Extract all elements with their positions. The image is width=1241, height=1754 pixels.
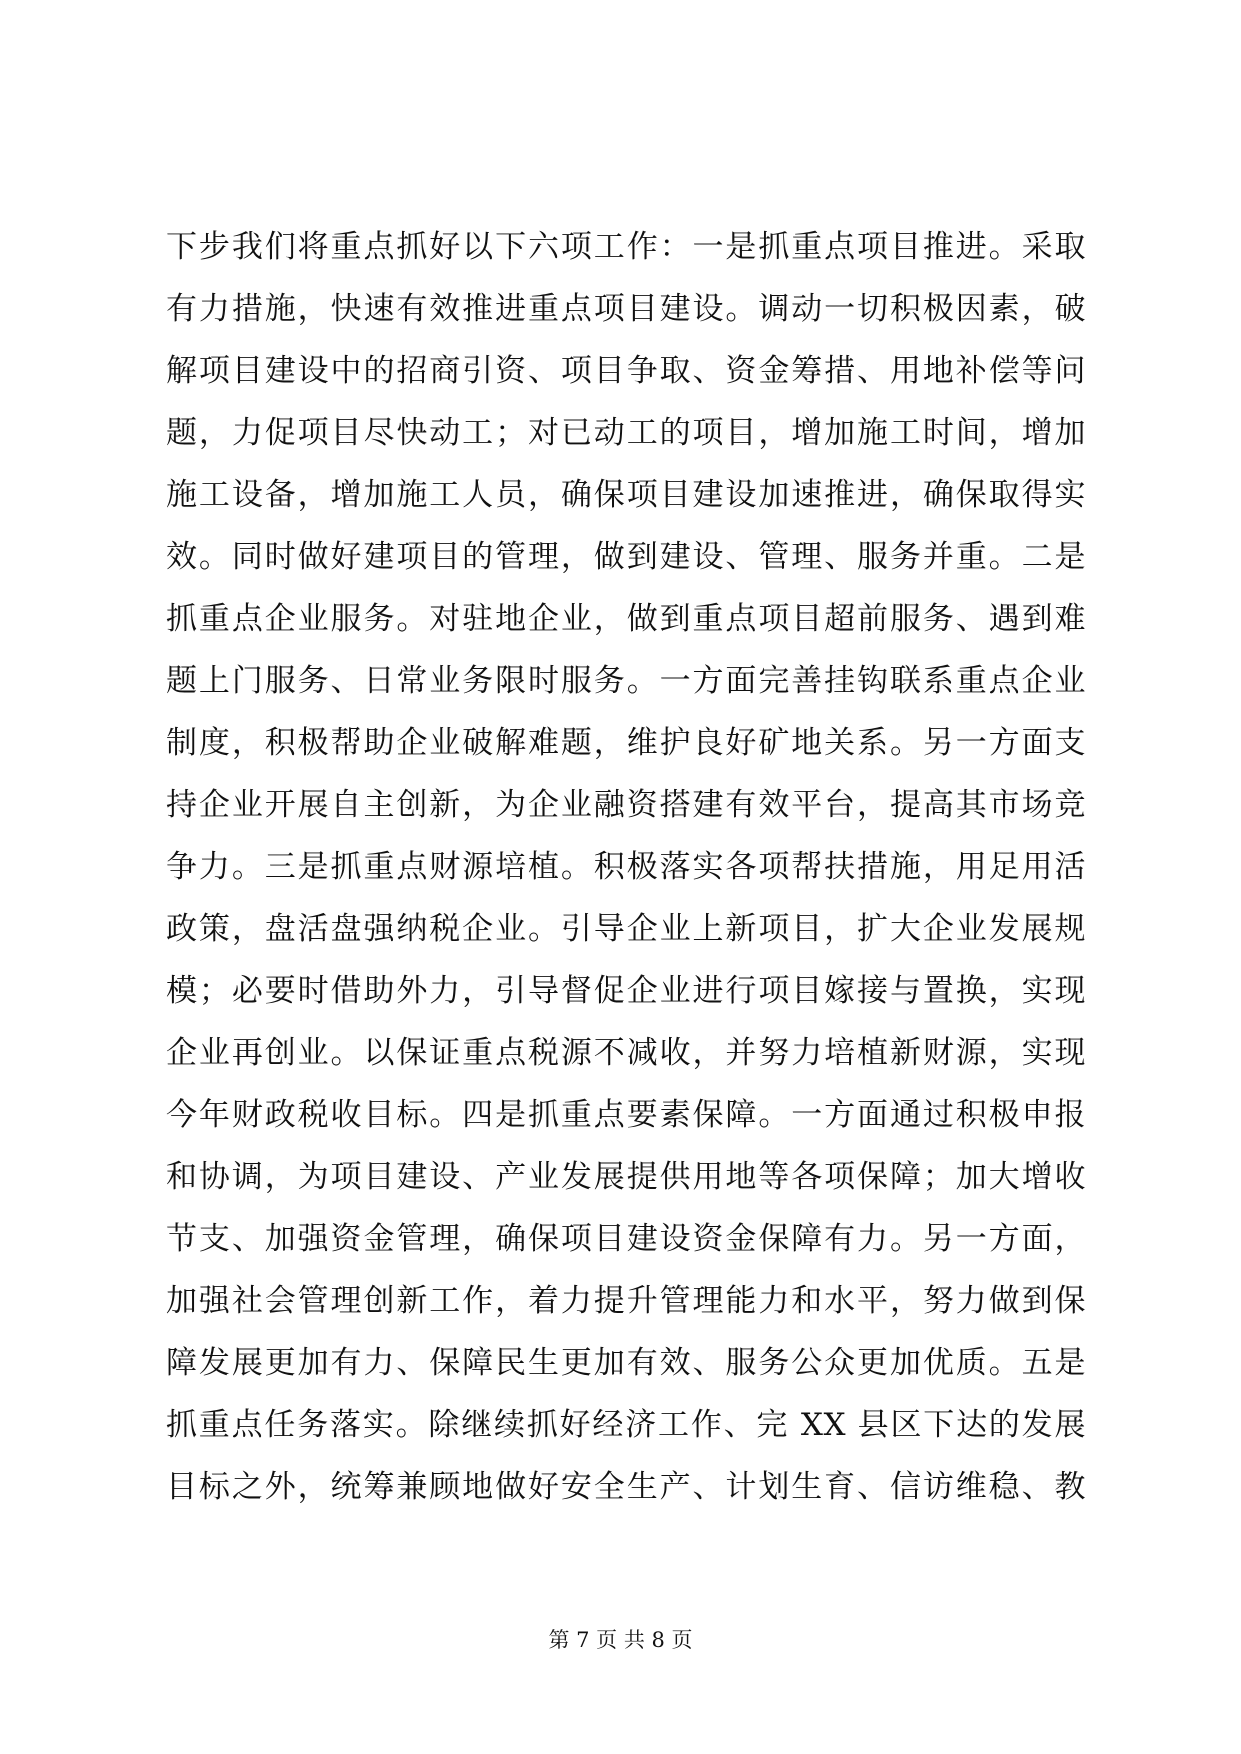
text-line: 和协调，为项目建设、产业发展提供用地等各项保障；加大增收 xyxy=(166,1159,1086,1195)
text-line: 持企业开展自主创新，为企业融资搭建有效平台，提高其市场竞 xyxy=(166,787,1086,823)
text-line: 题上门服务、日常业务限时服务。一方面完善挂钩联系重点企业 xyxy=(166,663,1086,699)
text-line: 目标之外，统筹兼顾地做好安全生产、计划生育、信访维稳、教 xyxy=(166,1469,1086,1505)
text-line: 模；必要时借助外力，引导督促企业进行项目嫁接与置换，实现 xyxy=(166,973,1086,1009)
text-line: 障发展更加有力、保障民生更加有效、服务公众更加优质。五是 xyxy=(166,1345,1086,1381)
text-line: 企业再创业。以保证重点税源不减收，并努力培植新财源，实现 xyxy=(166,1035,1086,1071)
text-line: 有力措施，快速有效推进重点项目建设。调动一切积极因素，破 xyxy=(166,291,1086,327)
text-line: 下步我们将重点抓好以下六项工作：一是抓重点项目推进。采取 xyxy=(166,229,1086,265)
text-line: 今年财政税收目标。四是抓重点要素保障。一方面通过积极申报 xyxy=(166,1097,1086,1133)
text-line: 抓重点企业服务。对驻地企业，做到重点项目超前服务、遇到难 xyxy=(166,601,1086,637)
text-line: 加强社会管理创新工作，着力提升管理能力和水平，努力做到保 xyxy=(166,1283,1086,1319)
text-line: 制度，积极帮助企业破解难题，维护良好矿地关系。另一方面支 xyxy=(166,725,1086,761)
text-line: 效。同时做好建项目的管理，做到建设、管理、服务并重。二是 xyxy=(166,539,1086,575)
text-line: 节支、加强资金管理，确保项目建设资金保障有力。另一方面， xyxy=(166,1221,1086,1257)
text-line: 题，力促项目尽快动工；对已动工的项目，增加施工时间，增加 xyxy=(166,415,1086,451)
text-line: 争力。三是抓重点财源培植。积极落实各项帮扶措施，用足用活 xyxy=(166,849,1086,885)
text-line: 施工设备，增加施工人员，确保项目建设加速推进，确保取得实 xyxy=(166,477,1086,513)
text-line: 解项目建设中的招商引资、项目争取、资金筹措、用地补偿等问 xyxy=(166,353,1086,389)
page-number-footer: 第 7 页 共 8 页 xyxy=(548,1628,693,1652)
text-line: 政策，盘活盘强纳税企业。引导企业上新项目，扩大企业发展规 xyxy=(166,911,1086,947)
text-line: 抓重点任务落实。除继续抓好经济工作、完 XX 县区下达的发展 xyxy=(166,1407,1086,1443)
body-paragraph xyxy=(166,229,1086,1534)
